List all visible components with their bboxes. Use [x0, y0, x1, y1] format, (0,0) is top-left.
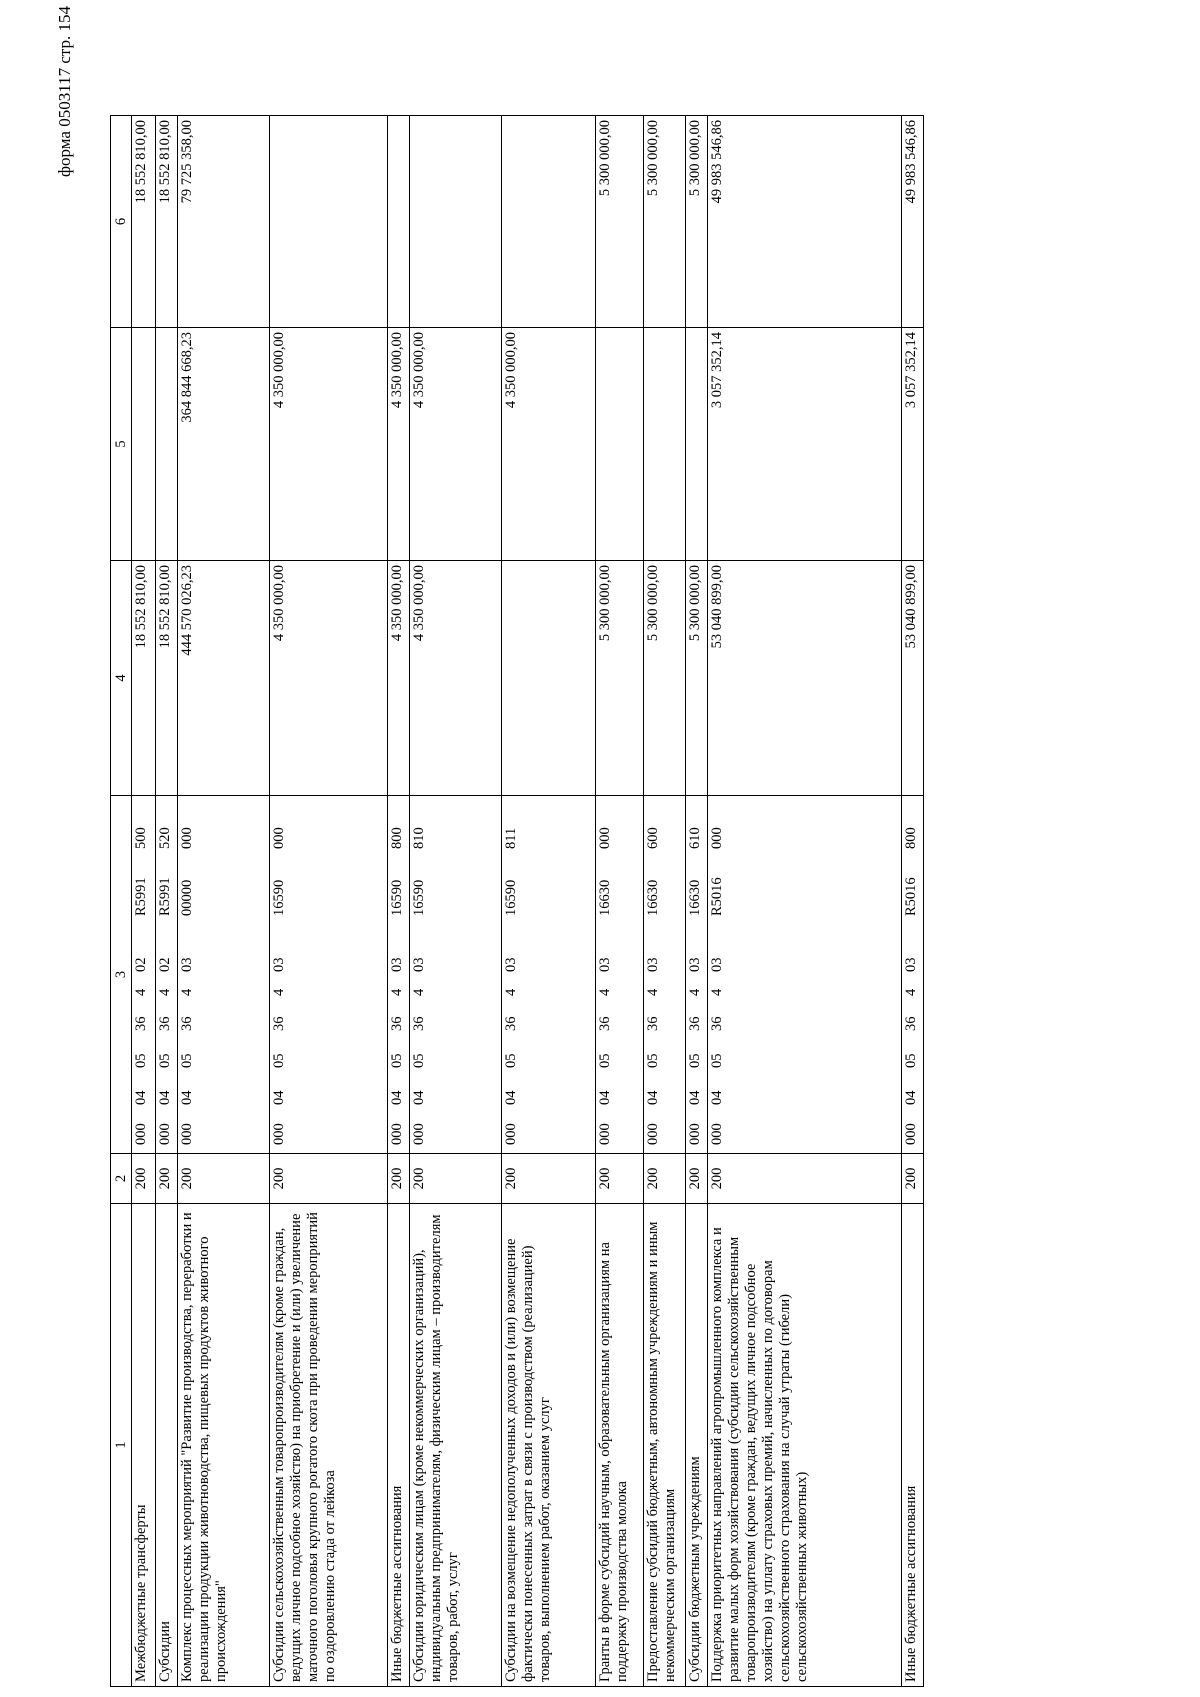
- row-classification-code: [708, 796, 902, 1154]
- row-amount-col6: 5 300 000,00: [644, 116, 686, 328]
- row-amount-col5: 3 057 352,14: [902, 328, 924, 561]
- code-segment: 04: [687, 1090, 703, 1105]
- code-segment: 04: [271, 1090, 287, 1105]
- row-classification-code: [596, 796, 644, 1154]
- row-amount-col6: 5 300 000,00: [686, 116, 708, 328]
- row-line-code: 200: [410, 1154, 502, 1204]
- code-segment: 05: [271, 1053, 287, 1068]
- row-classification-code: [156, 796, 178, 1154]
- code-segment: 520: [157, 827, 173, 849]
- code-segment: 000: [503, 1123, 519, 1145]
- code-segment: 16630: [687, 879, 703, 916]
- row-name: Субсидии на возмещение недополученных доходов и (или) возмещение фактически понесенных затрат в связи с производством (реализацией) товаров, выполнением работ, оказанием услуг: [502, 1204, 596, 1687]
- row-line-code: 200: [156, 1154, 178, 1204]
- row-name: Субсидии сельскохозяйственным товаропроизводителям (кроме граждан, ведущих личное подсобное хозяйство) на приобретение и (или) увеличение маточного поголовья крупного рогатого скота при проведении мероприятий по оздоровлению стада от лейкоза: [270, 1204, 388, 1687]
- row-line-code: 200: [596, 1154, 644, 1204]
- row-name: Поддержка приоритетных направлений агропромышленного комплекса и развитие малых форм хозяйствования (субсидии сельскохозяйственным товаропроизводителям (кроме граждан, ведущих личное подсобное хозяйство) на уплату страховых премий, начисленных по договорам сельскохозяйственного страхования на случай утраты (гибели) сельскохозяйственных животных): [708, 1204, 902, 1687]
- code-segment: 03: [271, 957, 287, 972]
- column-header: 1: [111, 1204, 132, 1687]
- row-classification-code: [388, 796, 410, 1154]
- row-amount-col4: 53 040 899,00: [708, 561, 902, 796]
- code-segment: 000: [133, 1123, 149, 1145]
- code-segment: 03: [687, 957, 703, 972]
- code-segment: 000: [271, 1123, 287, 1145]
- row-amount-col5: 4 350 000,00: [388, 328, 410, 561]
- table-row: [388, 116, 410, 1687]
- row-amount-col4: 53 040 899,00: [902, 561, 924, 796]
- code-segment: 4: [903, 988, 919, 996]
- column-header: 6: [111, 116, 132, 328]
- row-amount-col4: 18 552 810,00: [156, 561, 178, 796]
- code-segment: 810: [411, 827, 427, 849]
- row-amount-col6: 18 552 810,00: [156, 116, 178, 328]
- row-amount-col5: [644, 328, 686, 561]
- table-row: [708, 116, 902, 1687]
- row-amount-col5: 3 057 352,14: [708, 328, 902, 561]
- code-segment: 03: [411, 957, 427, 972]
- code-segment: 03: [645, 957, 661, 972]
- table-row: [132, 116, 156, 1687]
- code-segment: 05: [709, 1053, 725, 1068]
- code-segment: 04: [709, 1090, 725, 1105]
- code-segment: 4: [709, 988, 725, 996]
- code-segment: 03: [597, 957, 613, 972]
- code-segment: 4: [645, 988, 661, 996]
- row-line-code: 200: [270, 1154, 388, 1204]
- code-segment: 03: [389, 957, 405, 972]
- code-segment: R5991: [157, 877, 173, 916]
- row-amount-col4: 18 552 810,00: [132, 561, 156, 796]
- row-amount-col4: 4 350 000,00: [270, 561, 388, 796]
- code-segment: 36: [709, 1016, 725, 1031]
- table-row: [686, 116, 708, 1687]
- row-amount-col4: 5 300 000,00: [686, 561, 708, 796]
- form-label: форма 0503117 стр. 154: [55, 6, 74, 177]
- column-header: 5: [111, 328, 132, 561]
- code-segment: 36: [597, 1016, 613, 1031]
- code-segment: 4: [133, 988, 149, 996]
- row-amount-col6: 5 300 000,00: [596, 116, 644, 328]
- row-line-code: 200: [388, 1154, 410, 1204]
- code-segment: 36: [157, 1016, 173, 1031]
- code-segment: 811: [503, 827, 519, 849]
- code-segment: 04: [133, 1090, 149, 1105]
- row-classification-code: [410, 796, 502, 1154]
- code-segment: 36: [389, 1016, 405, 1031]
- code-segment: 04: [503, 1090, 519, 1105]
- row-name: Субсидии бюджетным учреждениям: [686, 1204, 708, 1687]
- code-segment: 000: [645, 1123, 661, 1145]
- row-amount-col6: [410, 116, 502, 328]
- table-row: [410, 116, 502, 1687]
- row-line-code: 200: [644, 1154, 686, 1204]
- row-name: Иные бюджетные ассигнования: [388, 1204, 410, 1687]
- row-name: Гранты в форме субсидий научным, образовательным организациям на поддержку производства молока: [596, 1204, 644, 1687]
- code-segment: 36: [903, 1016, 919, 1031]
- table-row: [270, 116, 388, 1687]
- code-segment: 04: [389, 1090, 405, 1105]
- code-segment: 36: [687, 1016, 703, 1031]
- row-line-code: 200: [686, 1154, 708, 1204]
- code-segment: 4: [503, 988, 519, 996]
- row-name: Предоставление субсидий бюджетным, автономным учреждениям и иным некоммерческим организациям: [644, 1204, 686, 1687]
- code-segment: 000: [179, 827, 195, 849]
- row-amount-col6: 49 983 546,86: [902, 116, 924, 328]
- row-classification-code: [902, 796, 924, 1154]
- code-segment: 03: [503, 957, 519, 972]
- row-amount-col5: [686, 328, 708, 561]
- row-name: Комплекс процессных мероприятий "Развитие производства, переработки и реализации продукции животноводства, пищевых продуктов животного происхождения": [178, 1204, 270, 1687]
- code-segment: 05: [133, 1053, 149, 1068]
- row-name: Субсидии юридическим лицам (кроме некоммерческих организаций), индивидуальным предпринимателям, физическим лицам – производителям товаров, работ, услуг: [410, 1204, 502, 1687]
- row-amount-col6: 18 552 810,00: [132, 116, 156, 328]
- row-amount-col4: [502, 561, 596, 796]
- table-row: [178, 116, 270, 1687]
- row-classification-code: [270, 796, 388, 1154]
- row-amount-col5: 4 350 000,00: [502, 328, 596, 561]
- row-amount-col6: [502, 116, 596, 328]
- code-segment: 000: [179, 1123, 195, 1145]
- row-amount-col5: [132, 328, 156, 561]
- column-header: 4: [111, 561, 132, 796]
- code-segment: 16630: [597, 879, 613, 916]
- code-segment: 000: [709, 1123, 725, 1145]
- code-segment: 36: [179, 1016, 195, 1031]
- row-amount-col6: 49 983 546,86: [708, 116, 902, 328]
- row-amount-col4: 4 350 000,00: [388, 561, 410, 796]
- code-segment: 000: [903, 1123, 919, 1145]
- code-segment: 4: [157, 988, 173, 996]
- code-segment: 05: [645, 1053, 661, 1068]
- code-segment: 02: [157, 957, 173, 972]
- code-segment: 03: [709, 957, 725, 972]
- code-segment: 16590: [411, 879, 427, 916]
- row-line-code: 200: [132, 1154, 156, 1204]
- code-segment: 000: [157, 1123, 173, 1145]
- code-segment: 05: [503, 1053, 519, 1068]
- row-name: Иные бюджетные ассигнования: [902, 1204, 924, 1687]
- code-segment: 04: [411, 1090, 427, 1105]
- code-segment: 4: [411, 988, 427, 996]
- code-segment: 000: [411, 1123, 427, 1145]
- code-segment: 03: [179, 957, 195, 972]
- code-segment: 800: [389, 827, 405, 849]
- code-segment: 000: [709, 827, 725, 849]
- row-line-code: 200: [708, 1154, 902, 1204]
- row-amount-col6: 79 725 358,00: [178, 116, 270, 328]
- code-segment: 36: [411, 1016, 427, 1031]
- code-segment: 000: [271, 827, 287, 849]
- row-amount-col6: [270, 116, 388, 328]
- row-amount-col4: 4 350 000,00: [410, 561, 502, 796]
- code-segment: 05: [903, 1053, 919, 1068]
- table-row: [644, 116, 686, 1687]
- table-row: [596, 116, 644, 1687]
- code-segment: 000: [687, 1123, 703, 1145]
- row-classification-code: [686, 796, 708, 1154]
- code-segment: 4: [597, 988, 613, 996]
- code-segment: 05: [411, 1053, 427, 1068]
- code-segment: 05: [157, 1053, 173, 1068]
- code-segment: 4: [687, 988, 703, 996]
- code-segment: 04: [179, 1090, 195, 1105]
- row-amount-col5: 4 350 000,00: [270, 328, 388, 561]
- code-segment: 610: [687, 827, 703, 849]
- column-header: 2: [111, 1154, 132, 1204]
- code-segment: 03: [903, 957, 919, 972]
- row-amount-col5: 364 844 668,23: [178, 328, 270, 561]
- code-segment: 4: [271, 988, 287, 996]
- row-classification-code: [178, 796, 270, 1154]
- code-segment: 04: [597, 1090, 613, 1105]
- row-amount-col5: [156, 328, 178, 561]
- code-segment: 4: [389, 988, 405, 996]
- row-amount-col4: 444 570 026,23: [178, 561, 270, 796]
- row-classification-code: [132, 796, 156, 1154]
- code-segment: 36: [133, 1016, 149, 1031]
- code-segment: 04: [157, 1090, 173, 1105]
- row-line-code: 200: [178, 1154, 270, 1204]
- row-name: Межбюджетные трансферты: [132, 1204, 156, 1687]
- row-amount-col4: 5 300 000,00: [596, 561, 644, 796]
- code-segment: 04: [645, 1090, 661, 1105]
- code-segment: 000: [597, 1123, 613, 1145]
- row-line-code: 200: [902, 1154, 924, 1204]
- code-segment: 000: [389, 1123, 405, 1145]
- header-row: [111, 116, 132, 1687]
- code-segment: 05: [389, 1053, 405, 1068]
- code-segment: 05: [179, 1053, 195, 1068]
- code-segment: 05: [687, 1053, 703, 1068]
- row-classification-code: [644, 796, 686, 1154]
- table-row: [156, 116, 178, 1687]
- code-segment: 600: [645, 827, 661, 849]
- code-segment: R5016: [709, 877, 725, 916]
- code-segment: 000: [597, 827, 613, 849]
- code-segment: 36: [503, 1016, 519, 1031]
- row-amount-col5: 4 350 000,00: [410, 328, 502, 561]
- code-segment: 16590: [503, 879, 519, 916]
- code-segment: 16590: [389, 879, 405, 916]
- budget-table: [110, 115, 924, 1687]
- code-segment: R5991: [133, 877, 149, 916]
- code-segment: 36: [271, 1016, 287, 1031]
- row-amount-col5: [596, 328, 644, 561]
- row-amount-col4: 5 300 000,00: [644, 561, 686, 796]
- table-row: [902, 116, 924, 1687]
- code-segment: 36: [645, 1016, 661, 1031]
- row-classification-code: [502, 796, 596, 1154]
- code-segment: 05: [597, 1053, 613, 1068]
- code-segment: 16590: [271, 879, 287, 916]
- code-segment: 16630: [645, 879, 661, 916]
- column-header: 3: [111, 796, 132, 1154]
- code-segment: R5016: [903, 877, 919, 916]
- code-segment: 800: [903, 827, 919, 849]
- table-row: [502, 116, 596, 1687]
- code-segment: 02: [133, 957, 149, 972]
- code-segment: 500: [133, 827, 149, 849]
- code-segment: 04: [903, 1090, 919, 1105]
- row-line-code: 200: [502, 1154, 596, 1204]
- row-name: Субсидии: [156, 1204, 178, 1687]
- row-amount-col6: [388, 116, 410, 328]
- code-segment: 00000: [179, 879, 195, 916]
- code-segment: 4: [179, 988, 195, 996]
